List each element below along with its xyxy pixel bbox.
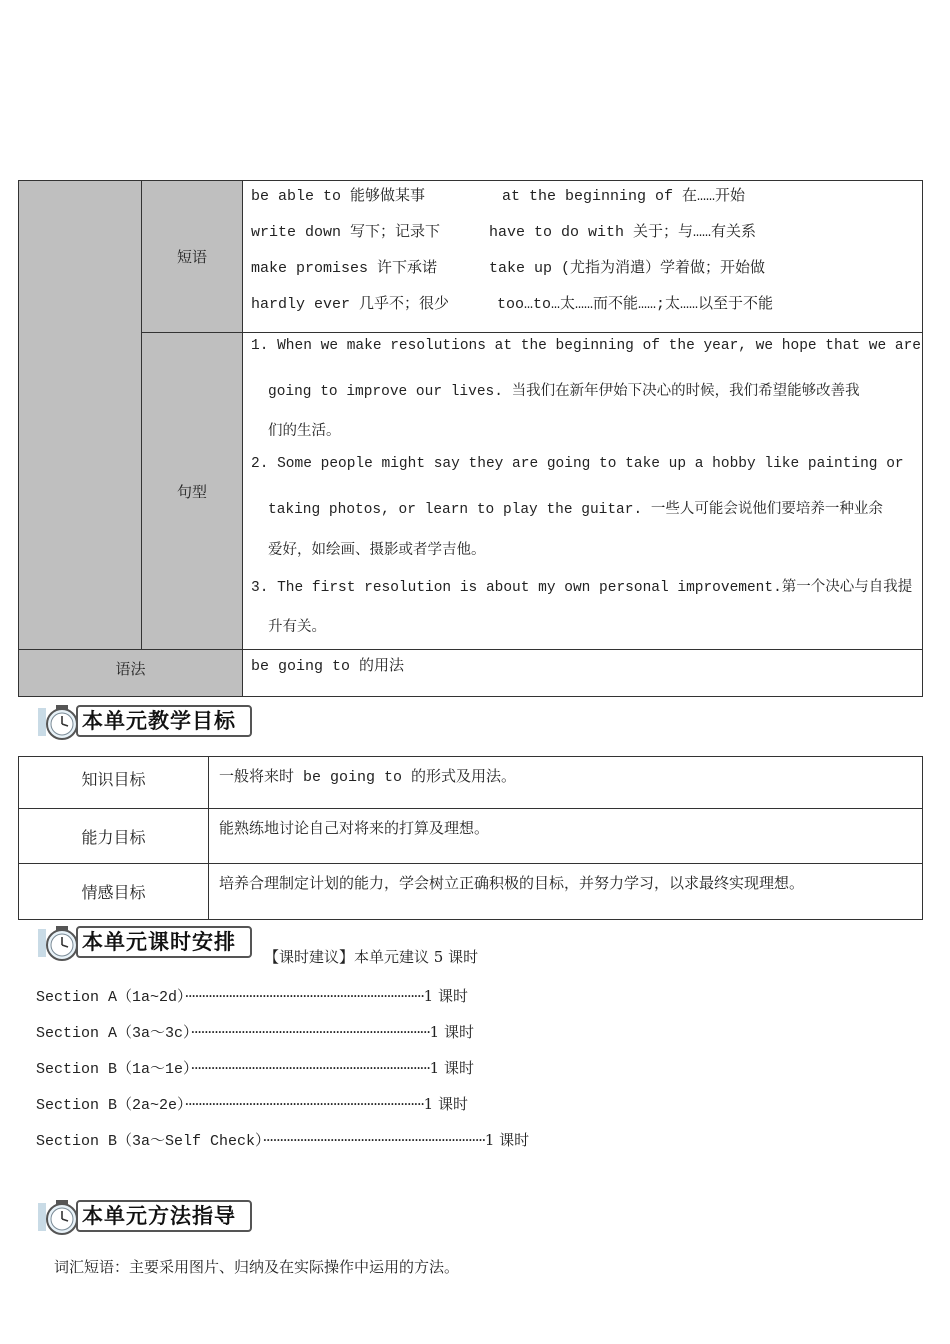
phrase-item: make promises 许下承诺 — [251, 260, 438, 277]
sentence-line: 2. Some people might say they are going to take up a hobby like painting or — [251, 456, 904, 472]
schedule-item-dots: ······································································· — [190, 1023, 430, 1041]
goal-value: 能熟练地讨论自己对将来的打算及理想。 — [219, 819, 490, 837]
schedule-item-dots: ·································································· — [262, 1131, 485, 1149]
sentence-line: 1. When we make resolutions at the beginning of the year, we hope that we are — [251, 338, 922, 354]
clock-icon — [36, 702, 80, 742]
schedule-item-name: Section A（1a~2d） — [36, 989, 185, 1006]
goal-row — [18, 756, 923, 809]
goal-row — [18, 863, 923, 920]
schedule-item — [36, 1093, 468, 1114]
schedule-heading-banner — [36, 923, 258, 963]
schedule-item — [36, 985, 468, 1006]
schedule-item-hours: 1 课时 — [484, 1131, 530, 1149]
phrase-item: at the beginning of 在……开始 — [502, 188, 746, 205]
schedule-item-dots: ······································································· — [184, 1095, 424, 1113]
phrase-item: be able to 能够做某事 — [251, 188, 426, 205]
sentence-line: 爱好，如绘画、摄影或者学吉他。 — [268, 543, 486, 559]
phrase-item: hardly ever 几乎不；很少 — [251, 296, 450, 313]
grammar-label: 语法 — [115, 660, 146, 678]
phrases-label-cell — [141, 180, 243, 333]
phrase-item: write down 写下；记录下 — [251, 224, 441, 241]
sentences-label: 句型 — [176, 482, 207, 501]
schedule-item — [36, 1057, 474, 1078]
schedule-item-hours: 1 课时 — [429, 1059, 474, 1077]
goals-heading-banner — [36, 702, 258, 742]
sentence-line: 升有关。 — [268, 620, 326, 636]
schedule-item-hours: 1 课时 — [429, 1023, 474, 1041]
schedule-item-name: Section A（3a～3c） — [36, 1025, 191, 1042]
schedule-item — [36, 1129, 529, 1150]
goal-row — [18, 808, 923, 864]
schedule-suggestion: 【课时建议】本单元建议 5 课时 — [264, 948, 479, 966]
schedule-item-dots: ······································································· — [184, 987, 424, 1005]
schedule-item-hours: 1 课时 — [423, 987, 468, 1005]
schedule-item-hours: 1 课时 — [423, 1095, 468, 1113]
goal-value: 培养合理制定计划的能力，学会树立正确积极的目标，并努力学习，以求最终实现理想。 — [219, 874, 805, 892]
sentences-label-cell — [141, 332, 243, 650]
schedule-item-name: Section B（3a～Self Check） — [36, 1133, 263, 1150]
vocab-table-side-cell — [18, 180, 142, 650]
clock-icon — [36, 1197, 80, 1237]
schedule-item-name: Section B（1a～1e） — [36, 1061, 191, 1078]
sentence-line: taking photos, or learn to play the guitar. 一些人可能会说他们要培养一种业余 — [268, 502, 883, 518]
clock-icon — [36, 923, 80, 963]
phrase-item: have to do with 关于；与……有关系 — [489, 224, 757, 241]
phrase-item: too…to…太……而不能……;太……以至于不能 — [497, 296, 774, 313]
goal-label: 能力目标 — [19, 809, 209, 863]
schedule-item-name: Section B（2a~2e） — [36, 1097, 185, 1114]
phrases-label: 短语 — [176, 248, 207, 266]
method-heading-banner — [36, 1197, 258, 1237]
goal-value: 一般将来时 be going to 的形式及用法。 — [219, 769, 517, 786]
method-heading: 本单元方法指导 — [76, 1200, 252, 1232]
schedule-item — [36, 1021, 474, 1042]
goal-label: 知识目标 — [19, 757, 209, 808]
grammar-value: be going to 的用法 — [251, 658, 405, 675]
phrase-item: take up (尤指为消遣）学着做；开始做 — [489, 260, 766, 277]
method-text: 词汇短语：主要采用图片、归纳及在实际操作中运用的方法。 — [54, 1258, 460, 1276]
sentence-line: 们的生活。 — [268, 424, 341, 440]
goals-heading: 本单元教学目标 — [76, 705, 252, 737]
sentence-line: 3. The first resolution is about my own personal improvement.第一个决心与自我提 — [251, 580, 913, 596]
schedule-heading: 本单元课时安排 — [76, 926, 252, 958]
grammar-label-cell — [18, 649, 243, 697]
schedule-item-dots: ······································································· — [190, 1059, 430, 1077]
sentence-line: going to improve our lives. 当我们在新年伊始下决心的时候，我们希望能够改善我 — [268, 384, 860, 400]
goal-label: 情感目标 — [19, 864, 209, 919]
